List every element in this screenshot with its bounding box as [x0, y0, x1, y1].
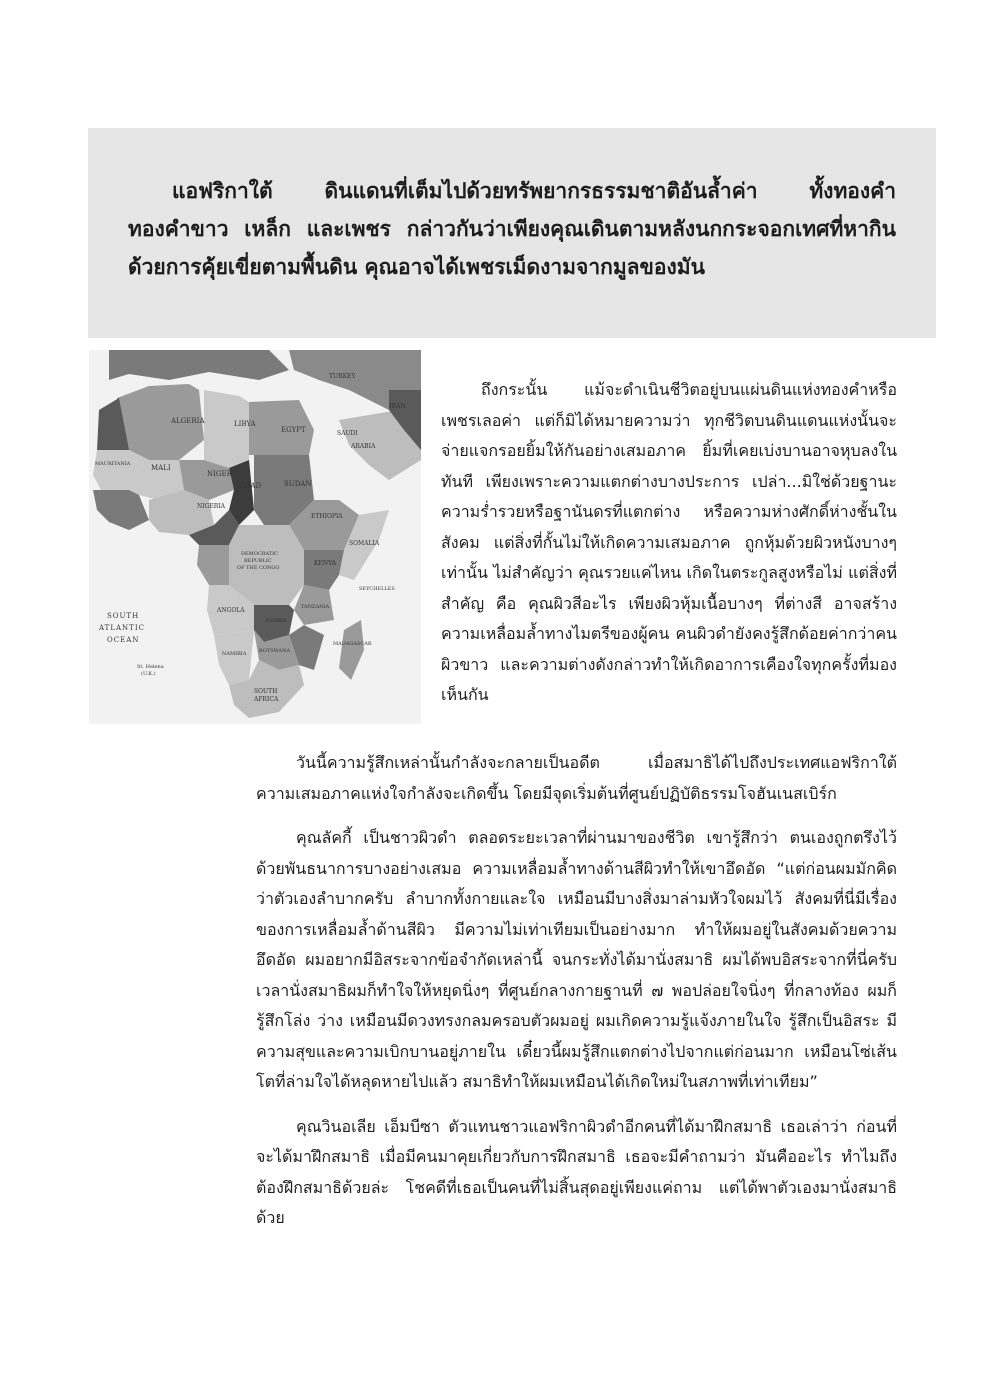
label-turkey: TURKEY [329, 373, 356, 380]
map-libya [204, 390, 249, 468]
label-seychelles: SEYCHELLES [359, 586, 395, 592]
africa-map [89, 350, 421, 724]
label-iran: IRAN [389, 403, 406, 410]
paragraph-3: คุณลัคกี้ เป็นชาวผิวดำ ตลอดระยะเวลาที่ผ่านมาของชีวิต เขารู้สึกว่า ตนเองถูกตรึงไว้ด้วยพันธนาการบางอย่างเสมอ ความเหลื่อมล้ำทางด้านสีผิวทำให้เขาอึดอัด “แต่ก่อนผมมักคิดว่าตัวเองลำบากครับ ลำบากทั้งกายและใจ เหมือนมีบางสิ่งมาล่ามหัวใจผมไว้ สังคมที่นี่มีเรื่องของการเหลื่อมล้ำด้านสีผิว มีความไม่เท่าเทียมเป็นอย่างมาก ทำให้ผมอยู่ในสังคมด้วยความอึดอัด ผมอยากมีอิสระจากข้อจำกัดเหล่านี้ จนกระทั่งได้มานั่งสมาธิ ผมได้พบอิสระจากที่นี่ครับ เวลานั่งสมาธิผมก็ทำใจให้หยุดนิ่งๆ ที่ศูนย์กลางกายฐานที่ ๗ พอปล่อยใจนิ่งๆ ที่กลางท้อง ผมก็รู้สึกโล่ง ว่าง เหมือนมีดวงทรงกลมครอบตัวผมอยู่ ผมเกิดความรู้แจ้งภายในใจ รู้สึกเป็นอิสระ มีความสุขและความเบิกบานอยู่ภายใน เดี๋ยวนี้ผมรู้สึกแตกต่างไปจากแต่ก่อนมาก เหมือนโซ่เส้นโตที่ล่ามใจได้หลุดหายไปแล้ว สมาธิทำให้ผมเหมือนได้เกิดใหม่ในสภาพที่เท่าเทียม” [256, 828, 897, 1091]
label-algeria: ALGERIA [171, 417, 205, 425]
label-libya: LIBYA [234, 420, 256, 428]
label-egypt: EGYPT [281, 426, 306, 434]
label-dem-rep-1: DEMOCRATIC [241, 551, 278, 557]
label-ocean-3: OCEAN [107, 636, 140, 644]
label-south-africa-2: AFRICA [254, 696, 279, 703]
paragraph-4: คุณวินอเลีย เอ็มบีซา ตัวแทนชาวแอฟริกาผิวดำอีกคนที่ได้มาฝึกสมาธิ เธอเล่าว่า ก่อนที่จะได้มาฝึกสมาธิ เมื่อมีคนมาคุยเกี่ยวกับการฝึกสมาธิ เธอจะมีคำถามว่า มันคืออะไร ทำไมถึงต้องฝึกสมาธิด้วยล่ะ โชคดีที่เธอเป็นคนที่ไม่สิ้นสุดอยู่เพียงแค่ถาม แต่ได้พาตัวเองมานั่งสมาธิด้วย [256, 1116, 897, 1227]
label-madagascar: MADAGASCAR [333, 641, 372, 647]
paragraph-2: วันนี้ความรู้สึกเหล่านั้นกำลังจะกลายเป็นอดีต เมื่อสมาธิได้ไปถึงประเทศแอฟริกาใต้ ความเสมอภาคแห่งใจกำลังจะเกิดขึ้น โดยมีจุดเริ่มต้นที่ศูนย์ปฏิบัติธรรมโจฮันเนสเบิร์ก [256, 753, 897, 803]
label-saudi: SAUDI [337, 430, 358, 437]
label-mauritania: MAURITANIA [95, 461, 131, 467]
label-sudan: SUDAN [284, 480, 312, 488]
label-zambia: ZAMBIA [265, 618, 287, 624]
label-somalia: SOMALIA [349, 540, 380, 547]
label-chad: CHAD [239, 482, 262, 490]
label-kenya: KENYA [314, 560, 336, 567]
label-angola: ANGOLA [217, 607, 245, 614]
paragraph-1: ถึงกระนั้น แม้จะดำเนินชีวิตอยู่บนแผ่นดินแห่งทองคำหรือเพชรเลอค่า แต่ก็มิได้หมายความว่า ทุกชีวิตบนดินแดนแห่งนั้นจะจ่ายแจกรอยยิ้มให้กันอย่างเสมอภาค ยิ้มที่เคยเบ่งบานอาจหุบลงในทันที เพียงเพราะความแตกต่างบางประการ เปล่า...มิใช่ด้วยฐานะความร่ำรวยหรือฐานันดรที่แตกต่าง หรือความห่างศักดิ์ห่างชั้นในสังคม แต่สิ่งที่กั้นไม่ให้เกิดความเสมอภาค ถูกหุ้มด้วยผิวหนังบางๆ เท่านั้น ไม่สำคัญว่า คุณรวยแค่ไหน เกิดในตระกูลสูงหรือไม่ แต่สิ่งที่สำคัญ คือ คุณผิวสีอะไร เพียงผิวหุ้มเนื้อบางๆ ที่ต่างสี อาจสร้างความเหลื่อมล้ำทางไมตรีของผู้คน คนผิวดำยังคงรู้สึกด้อยค่ากว่าคนผิวขาว และความต่างดังกล่าวทำให้เกิดอาการเคืองใจทุกครั้งที่มองเห็นกัน [441, 380, 897, 704]
label-mali: MALI [151, 464, 171, 472]
label-ethiopia: ETHIOPIA [311, 513, 343, 520]
label-nigeria: NIGERIA [197, 503, 226, 510]
right-column [441, 375, 897, 711]
label-st-helena: St. Helena [137, 664, 164, 670]
intro-highlight-box [88, 128, 936, 338]
label-namibia: NAMIBIA [222, 651, 247, 657]
body-text [256, 748, 897, 1248]
intro-text: แอฟริกาใต้ ดินแดนที่เต็มไปด้วยทรัพยากรธรรมชาติอันล้ำค่า ทั้งทองคำ ทองคำขาว เหล็ก และเพชร กล่าวกันว่าเพียงคุณเดินตามหลังนกกระจอกเทศที่หากินด้วยการคุ้ยเขี่ยตามพื้นดิน คุณอาจได้เพชรเม็ดงามจากมูลของมัน [128, 179, 896, 279]
label-botswana: BOTSWANA [259, 648, 291, 654]
africa-map-graphic [89, 350, 421, 724]
label-tanzania: TANZANIA [301, 604, 330, 610]
label-dem-rep-3: OF THE CONGO [237, 565, 280, 571]
label-ocean-2: ATLANTIC [99, 624, 145, 632]
label-uk: (U.K.) [141, 671, 156, 677]
label-dem-rep-2: REPUBLIC [244, 558, 272, 564]
label-south-africa-1: SOUTH [254, 688, 278, 695]
label-niger: NIGER [207, 470, 232, 478]
label-arabia: ARABIA [351, 443, 376, 450]
label-ocean-1: SOUTH [107, 612, 140, 620]
